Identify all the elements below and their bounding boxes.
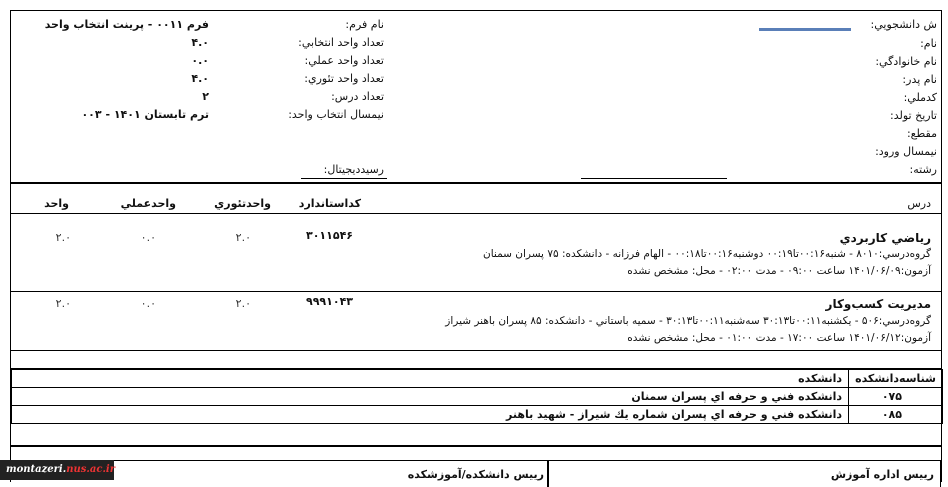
label-birth-date: تاريخ تولد: xyxy=(890,109,937,122)
watermark-domain: nus.ac.ir xyxy=(66,464,115,475)
value-form-name: فرم ۰۰۱۱ - پرينت انتخاب واحد xyxy=(44,18,209,31)
col-course: درس xyxy=(907,197,931,210)
dept-name: دانشكده فني و حرفه اي پسران شماره يك شيراز - شهيد باهنر xyxy=(12,406,849,424)
course-exam: آزمون:۱۴۰۱/۰۶/۰۹ ساعت ۰۹:۰۰ - مدت ۰۲:۰۰ - محل: مشخص نشده xyxy=(627,265,931,277)
label-national-code: كدملي: xyxy=(903,91,937,104)
value-units-practical: ۰.۰ xyxy=(191,54,209,67)
label-units-selected: تعداد واحد انتخابي: xyxy=(298,36,384,49)
signature-box-education xyxy=(547,460,941,487)
report-frame xyxy=(10,10,942,482)
dept-id: ۰۷۵ xyxy=(849,388,943,406)
row-divider xyxy=(11,291,941,292)
dept-col-name: دانشكده xyxy=(12,370,849,388)
course-theory: ۲.۰ xyxy=(235,231,251,244)
course-exam: آزمون:۱۴۰۱/۰۶/۱۲ ساعت ۱۷:۰۰ - مدت ۰۱:۰۰ - محل: مشخص نشده xyxy=(627,332,931,344)
label-family: نام خانوادگي: xyxy=(875,55,937,68)
site-watermark-logo xyxy=(0,460,114,480)
dept-name: دانشكده فني و حرفه اي پسران سمنان xyxy=(12,388,849,406)
col-practical: واحدعملي xyxy=(120,197,176,210)
label-course-count: تعداد درس: xyxy=(331,90,384,103)
label-student-id: ش دانشجويي: xyxy=(870,18,937,31)
table-row xyxy=(12,388,943,406)
label-father: نام پدر: xyxy=(902,73,937,86)
label-digital-receipt: رسيدديجيتال: xyxy=(323,163,384,176)
course-code: ۹۹۹۱۰۴۳ xyxy=(306,295,353,308)
label-major: رشته: xyxy=(909,163,937,176)
watermark-prefix: montazeri. xyxy=(6,464,67,475)
col-code: كداستاندارد xyxy=(298,197,361,210)
label-degree: مقطع: xyxy=(906,127,937,140)
signature-divider xyxy=(11,445,941,447)
label-form-name: نام فرم: xyxy=(345,18,384,31)
course-units: ۲.۰ xyxy=(55,297,71,310)
course-schedule: گروه‌درسي:۸۰۱۰ - شنبه۰۰:۱۶تا۰۰:۱۹ دوشنبه۰۰:۱۶تا۰۰:۱۸ - الهام فرزانه - دانشكده: ۷۵ پسران سمنان xyxy=(482,248,931,260)
course-practical: ۰.۰ xyxy=(140,297,156,310)
value-units-theory: ۴.۰ xyxy=(191,72,209,85)
course-schedule: گروه‌درسي:۵۰۶ - يكشنبه۰۰:۱۱تا۳۰:۱۳ سه‌شنبه۰۰:۱۱تا۳۰:۱۳ - سميه باستاني - دانشكده: ۸۵ پسران باهنر شيراز xyxy=(445,315,931,327)
row-divider xyxy=(11,350,941,351)
value-units-selected: ۴.۰ xyxy=(191,36,209,49)
receipt-underline xyxy=(301,178,387,179)
dept-table xyxy=(11,369,943,424)
dept-table-header xyxy=(12,370,943,388)
value-term: ترم تابستان ۱۴۰۱ - ۰۰۳ xyxy=(81,108,209,121)
label-units-practical: تعداد واحد عملي: xyxy=(304,54,384,67)
top-border xyxy=(11,10,941,11)
accent-line xyxy=(759,28,851,31)
course-units: ۲.۰ xyxy=(55,231,71,244)
signature-faculty-label: رييس دانشكده/آموزشكده xyxy=(407,468,544,481)
course-title: مديريت كسب‌وكار xyxy=(825,297,931,311)
course-title: رياضي كاربردي xyxy=(839,231,931,245)
dept-col-id: شناسه‌دانشكده xyxy=(849,370,943,388)
major-underline xyxy=(581,178,727,179)
course-practical: ۰.۰ xyxy=(140,231,156,244)
label-entry-term: نيمسال ورود: xyxy=(875,145,937,158)
course-theory: ۲.۰ xyxy=(235,297,251,310)
table-row xyxy=(12,406,943,424)
label-units-theory: تعداد واحد تئوري: xyxy=(304,72,384,85)
col-theory: واحدتئوري xyxy=(214,197,271,210)
course-code: ۳۰۱۱۵۴۶ xyxy=(306,229,353,242)
header-divider xyxy=(11,213,941,214)
label-term: نيمسال انتخاب واحد: xyxy=(288,108,384,121)
label-name: نام: xyxy=(920,37,937,50)
signature-education-label: رييس اداره آموزش xyxy=(830,468,934,481)
value-course-count: ۲ xyxy=(202,90,209,103)
dept-id: ۰۸۵ xyxy=(849,406,943,424)
section-divider xyxy=(11,182,941,184)
col-units: واحد xyxy=(44,197,69,210)
